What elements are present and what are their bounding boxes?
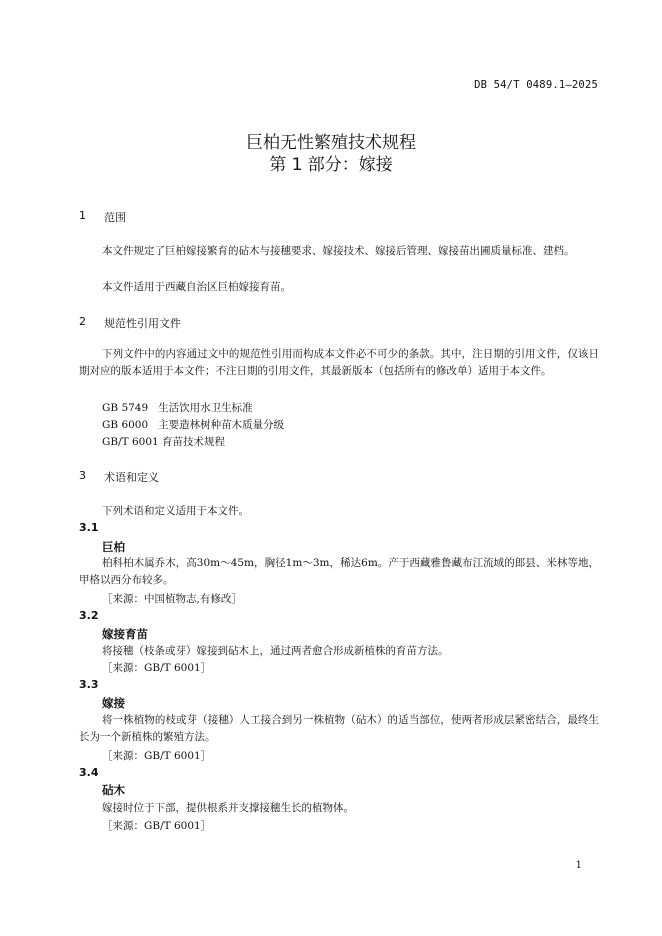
term-title: 巨柏 [102, 540, 125, 554]
section-heading-1 [79, 209, 126, 225]
scope-paragraph-2: 本文件适用于西藏自治区巨柏嫁接育苗。 [102, 281, 291, 293]
term-definition: 嫁接时位于下部，提供根系并支撑接穗生长的植物体。 [102, 802, 354, 814]
page-number: 1 [575, 860, 582, 871]
section-heading-3 [79, 469, 159, 485]
term-definition: 将接穗（枝条或芽）嫁接到砧木上，通过两者愈合形成新植株的育苗方法。 [102, 645, 449, 657]
document-title: 巨柏无性繁殖技术规程 [246, 133, 416, 153]
term-number: 3.1 [79, 521, 99, 534]
term-number: 3.4 [79, 766, 99, 779]
term-number: 3.2 [79, 609, 99, 622]
section-number: 3 [79, 469, 86, 482]
term-number: 3.3 [79, 678, 99, 691]
reference-item: GB 5749 生活饮用水卫生标准 [102, 402, 253, 414]
term-definition: 柏科柏木属乔木，高30m～45m，胸径1m～3m，稀达6m。产于西藏雅鲁藏布江流域的郎县、米林等地，甲格以西分布较多。 [79, 557, 599, 586]
scope-paragraph-1: 本文件规定了巨柏嫁接繁育的砧木与接穗要求、嫁接技术、嫁接后管理、嫁接苗出圃质量标准、建档。 [102, 245, 575, 257]
term-source: ［来源：GB/T 6001］ [102, 820, 212, 832]
term-title: 嫁接育苗 [102, 627, 148, 641]
standard-code: DB 54/T 0489.1—2025 [474, 79, 598, 91]
normative-references-paragraph: 下列文件中的内容通过文中的规范性引用而构成本文件必不可少的条款。其中，注日期的引用文件，仅该日期对应的版本适用于本文件；不注日期的引用文件，其最新版本（包括所有的修改单）适用于本文件。 [79, 348, 599, 377]
terms-intro: 下列术语和定义适用于本文件。 [102, 505, 249, 517]
reference-item: GB/T 6001 育苗技术规程 [102, 436, 226, 448]
term-source: ［来源：GB/T 6001］ [102, 750, 212, 762]
document-part-title: 第 1 部分：嫁接 [269, 155, 393, 175]
section-title: 术语和定义 [104, 471, 159, 484]
term-source: ［来源：GB/T 6001］ [102, 662, 212, 674]
term-source: ［来源：中国植物志,有修改］ [102, 593, 242, 605]
section-number: 1 [79, 209, 86, 222]
term-title: 嫁接 [102, 696, 125, 710]
term-definition: 将一株植物的枝或芽（接穗）人工接合到另一株植物（砧木）的适当部位，使两者形成层紧密结合，最终生长为一个新植株的繁殖方法。 [79, 714, 599, 743]
section-heading-2 [79, 315, 181, 331]
section-title: 范围 [104, 211, 126, 224]
section-title: 规范性引用文件 [104, 317, 181, 330]
term-title: 砧木 [102, 783, 125, 797]
section-number: 2 [79, 315, 86, 328]
reference-item: GB 6000 主要造林树种苗木质量分级 [102, 419, 285, 431]
